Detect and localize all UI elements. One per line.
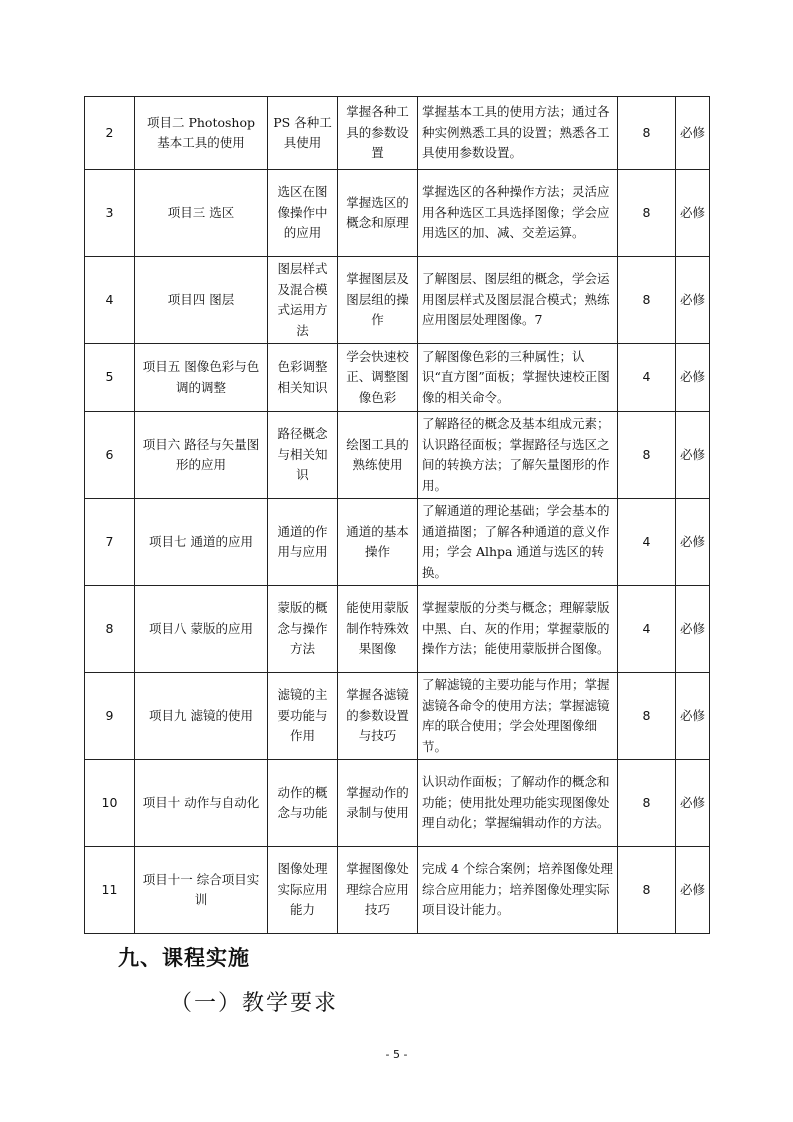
table-row <box>85 499 710 586</box>
teaching-content: 图像处理实际应用能力 <box>268 847 338 934</box>
course-type: 必修 <box>676 412 710 499</box>
course-type: 必修 <box>676 499 710 586</box>
key-skill: 掌握图像处理综合应用技巧 <box>338 847 418 934</box>
teaching-goal: 掌握基本工具的使用方法；通过各种实例熟悉工具的设置；熟悉各工具使用参数设置。 <box>418 97 618 170</box>
course-type: 必修 <box>676 97 710 170</box>
row-number: 6 <box>85 412 135 499</box>
class-hours: 8 <box>618 673 676 760</box>
teaching-goal: 掌握蒙版的分类与概念；理解蒙版中黑、白、灰的作用；掌握蒙版的操作方法；能使用蒙版拼合图像。 <box>418 586 618 673</box>
table-row <box>85 586 710 673</box>
table-row <box>85 97 710 170</box>
sub-heading: （一）教学要求 <box>170 991 339 1016</box>
project-name: 项目六 路径与矢量图形的应用 <box>135 412 268 499</box>
project-name: 项目四 图层 <box>135 257 268 344</box>
class-hours: 8 <box>618 97 676 170</box>
table-row <box>85 673 710 760</box>
row-number: 5 <box>85 344 135 412</box>
row-number: 8 <box>85 586 135 673</box>
teaching-goal: 了解滤镜的主要功能与作用；掌握滤镜各命令的使用方法；掌握滤镜库的联合使用；学会处理图像细节。 <box>418 673 618 760</box>
course-type: 必修 <box>676 170 710 257</box>
project-name: 项目五 图像色彩与色调的调整 <box>135 344 268 412</box>
teaching-goal: 了解图像色彩的三种属性；认识“直方图”面板；掌握快速校正图像的相关命令。 <box>418 344 618 412</box>
project-name: 项目七 通道的应用 <box>135 499 268 586</box>
row-number: 9 <box>85 673 135 760</box>
teaching-content: PS 各种工具使用 <box>268 97 338 170</box>
table-row <box>85 847 710 934</box>
teaching-goal: 了解路径的概念及基本组成元素；认识路径面板；掌握路径与选区之间的转换方法；了解矢量图形的作用。 <box>418 412 618 499</box>
course-type: 必修 <box>676 760 710 847</box>
course-type: 必修 <box>676 344 710 412</box>
project-name: 项目二 Photoshop 基本工具的使用 <box>135 97 268 170</box>
key-skill: 能使用蒙版制作特殊效果图像 <box>338 586 418 673</box>
page-number: - 5 - <box>385 1048 408 1061</box>
teaching-goal: 了解图层、图层组的概念，学会运用图层样式及图层混合模式；熟练应用图层处理图像。7 <box>418 257 618 344</box>
key-skill: 掌握选区的概念和原理 <box>338 170 418 257</box>
project-name: 项目九 滤镜的使用 <box>135 673 268 760</box>
teaching-goal: 了解通道的理论基础；学会基本的通道描图；了解各种通道的意义作用；学会 Alhpa 通道与选区的转换。 <box>418 499 618 586</box>
teaching-goal: 掌握选区的各种操作方法；灵活应用各种选区工具选择图像；学会应用选区的加、减、交差运算。 <box>418 170 618 257</box>
course-content-table <box>84 96 710 934</box>
class-hours: 8 <box>618 412 676 499</box>
key-skill: 通道的基本操作 <box>338 499 418 586</box>
teaching-content: 色彩调整相关知识 <box>268 344 338 412</box>
table-row <box>85 257 710 344</box>
teaching-content: 路径概念与相关知识 <box>268 412 338 499</box>
teaching-content: 滤镜的主要功能与作用 <box>268 673 338 760</box>
class-hours: 8 <box>618 847 676 934</box>
row-number: 10 <box>85 760 135 847</box>
project-name: 项目八 蒙版的应用 <box>135 586 268 673</box>
key-skill: 掌握动作的录制与使用 <box>338 760 418 847</box>
teaching-content: 选区在图像操作中的应用 <box>268 170 338 257</box>
key-skill: 绘图工具的熟练使用 <box>338 412 418 499</box>
project-name: 项目十 动作与自动化 <box>135 760 268 847</box>
class-hours: 8 <box>618 760 676 847</box>
section-heading: 九、课程实施 <box>118 946 250 970</box>
key-skill: 掌握各滤镜的参数设置与技巧 <box>338 673 418 760</box>
table-row <box>85 760 710 847</box>
teaching-goal: 完成 4 个综合案例；培养图像处理综合应用能力；培养图像处理实际项目设计能力。 <box>418 847 618 934</box>
project-name: 项目十一 综合项目实训 <box>135 847 268 934</box>
key-skill: 学会快速校正、调整图像色彩 <box>338 344 418 412</box>
row-number: 4 <box>85 257 135 344</box>
course-type: 必修 <box>676 673 710 760</box>
row-number: 11 <box>85 847 135 934</box>
table-row <box>85 344 710 412</box>
course-type: 必修 <box>676 257 710 344</box>
course-type: 必修 <box>676 586 710 673</box>
class-hours: 4 <box>618 344 676 412</box>
teaching-content: 通道的作用与应用 <box>268 499 338 586</box>
key-skill: 掌握各种工具的参数设置 <box>338 97 418 170</box>
class-hours: 8 <box>618 257 676 344</box>
row-number: 3 <box>85 170 135 257</box>
teaching-content: 图层样式及混合模式运用方法 <box>268 257 338 344</box>
row-number: 7 <box>85 499 135 586</box>
class-hours: 8 <box>618 170 676 257</box>
row-number: 2 <box>85 97 135 170</box>
course-type: 必修 <box>676 847 710 934</box>
table-row <box>85 412 710 499</box>
key-skill: 掌握图层及图层组的操作 <box>338 257 418 344</box>
class-hours: 4 <box>618 499 676 586</box>
class-hours: 4 <box>618 586 676 673</box>
table-row <box>85 170 710 257</box>
teaching-content: 动作的概念与功能 <box>268 760 338 847</box>
teaching-content: 蒙版的概念与操作方法 <box>268 586 338 673</box>
project-name: 项目三 选区 <box>135 170 268 257</box>
teaching-goal: 认识动作面板；了解动作的概念和功能；使用批处理功能实现图像处理自动化；掌握编辑动作的方法。 <box>418 760 618 847</box>
